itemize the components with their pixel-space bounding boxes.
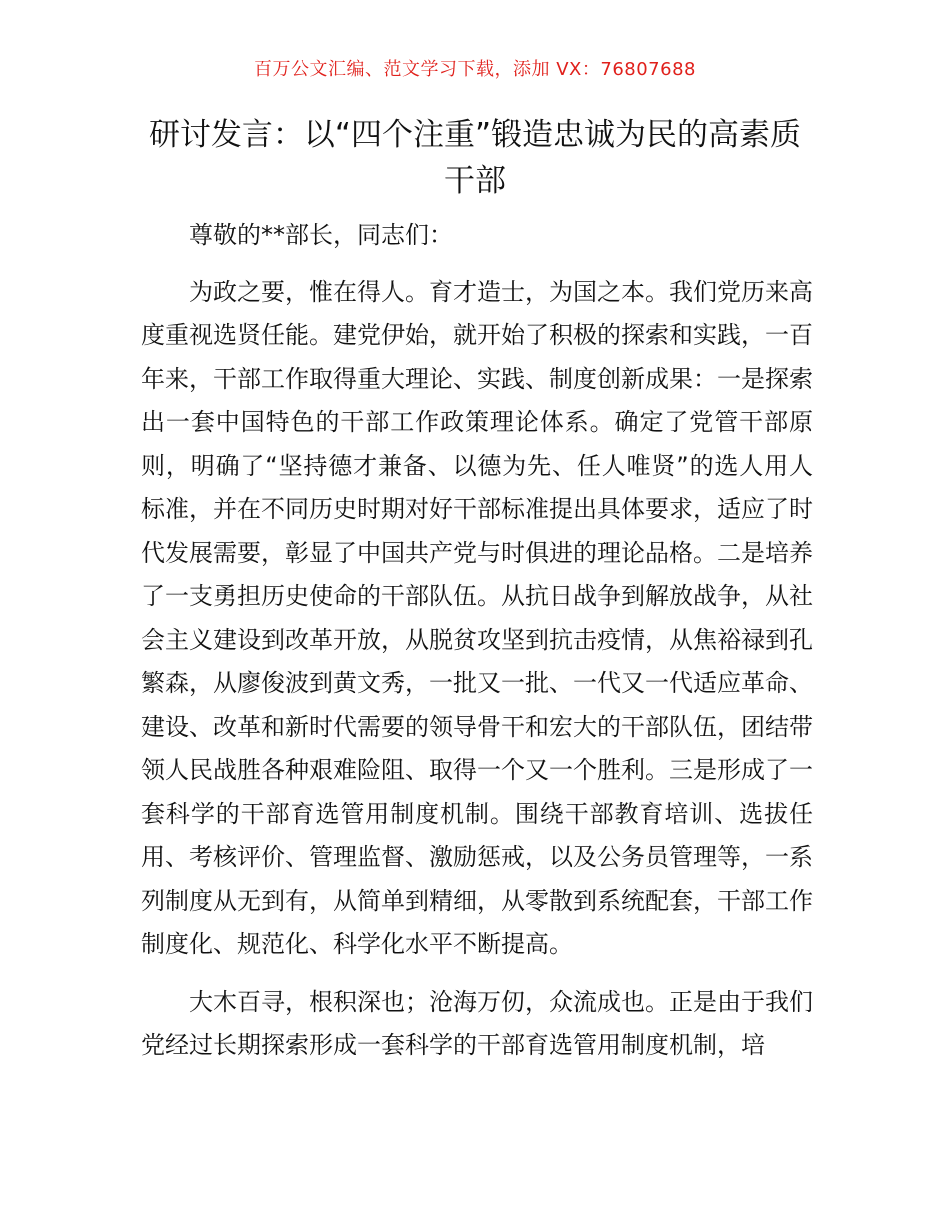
paragraph: 大木百寻，根积深也；沧海万仞，众流成也。正是由于我们党经过长期探索形成一套科学的干部育选管用制度机制，培: [141, 987, 813, 1059]
paragraph: 为政之要，惟在得人。育才造士，为国之本。我们党历来高度重视选贤任能。建党伊始，就开始了积极的探索和实践，一百年来，干部工作取得重大理论、实践、制度创新成果：一是探索出一套中国特色的干部工作政策理论体系。确定了党管干部原则，明确了“坚持德才兼备、以德为先、任人唯贤”的选人用人标准，并在不同历史时期对好干部标准提出具体要求，适应了时代发展需要，彰显了中国共产党与时俱进的理论品格。二是培养了一支勇担历史使命的干部队伍。从抗日战争到解放战争，从社会主义建设到改革开放，从脱贫攻坚到抗击疫情，从焦裕禄到孔繁森，从廖俊波到黄文秀，一批又一批、一代又一代适应革命、建设、改革和新时代需要的领导骨干和宏大的干部队伍，团结带领人民战胜各种艰难险阻、取得一个又一个胜利。三是形成了一套科学的干部育选管用制度机制。围绕干部教育培训、选拔任用、考核评价、管理监督、激励惩戒，以及公务员管理等，一系列制度从无到有，从简单到精细，从零散到系统配套，干部工作制度化、规范化、科学化水平不断提高。: [141, 277, 813, 958]
header-note: 百万公文汇编、范文学习下载，添加 VX：76807688: [254, 59, 696, 80]
salutation: 尊敬的**部长，同志们：: [189, 221, 453, 249]
document-title: 研讨发言：以“四个注重”锻造忠诚为民的高素质干部: [148, 117, 802, 199]
document-body: [141, 214, 813, 1068]
